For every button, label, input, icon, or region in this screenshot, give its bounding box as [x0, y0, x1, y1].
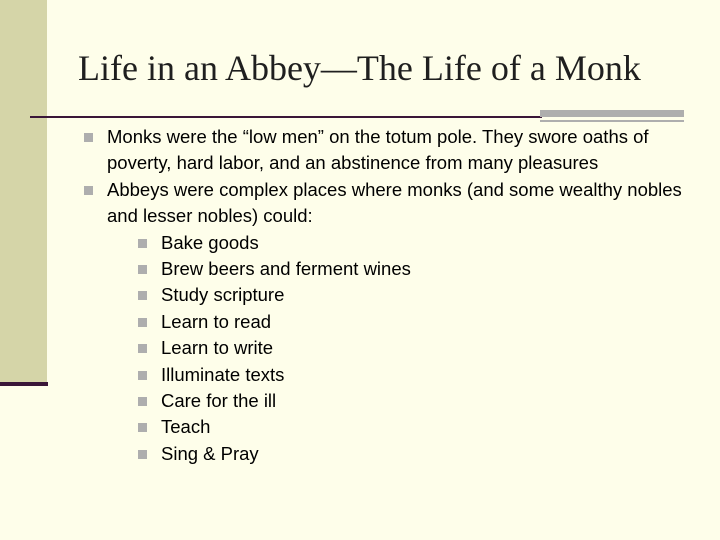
sub-bullet-text: Learn to write: [161, 337, 274, 359]
sub-bullet-text: Illuminate texts: [161, 363, 285, 385]
sub-bullet-item: [138, 335, 714, 361]
title-underline: [30, 116, 542, 118]
sub-bullet-item: [138, 388, 714, 414]
slide-title: Life in an Abbey—The Life of a Monk: [78, 48, 641, 88]
gray-square-icon: [138, 239, 147, 248]
abbey-activities-list: [107, 230, 714, 468]
gray-square-icon: [138, 344, 147, 353]
gray-square-icon: [138, 371, 147, 380]
sub-bullet-text: Brew beers and ferment wines: [161, 258, 411, 280]
sub-bullet-item: [138, 309, 714, 335]
gray-square-icon: [138, 397, 147, 406]
gray-square-icon: [84, 186, 93, 195]
sub-bullet-text: Sing & Pray: [161, 442, 259, 464]
bullet-abbeys: [84, 177, 714, 467]
gray-square-icon: [84, 133, 93, 142]
left-band-rule: [0, 382, 48, 386]
sub-bullet-text: Care for the ill: [161, 390, 277, 412]
sub-bullet-item: [138, 441, 714, 467]
gray-square-icon: [138, 318, 147, 327]
sub-bullet-item: [138, 362, 714, 388]
gray-square-icon: [138, 423, 147, 432]
title-underline-gray-block: [540, 110, 684, 117]
bullet-text: Monks were the “low men” on the totum pole. They swore oaths of poverty, hard labor, and an abstinence from many pleasures: [107, 126, 649, 174]
sub-bullet-text: Learn to read: [161, 310, 272, 332]
sub-bullet-text: Teach: [161, 416, 211, 438]
gray-square-icon: [138, 265, 147, 274]
sub-bullet-item: [138, 256, 714, 282]
bullet-text: Abbeys were complex places where monks (and some wealthy nobles and lesser nobles) could:: [107, 178, 682, 227]
bullet-monks: [84, 124, 714, 177]
sub-bullet-item: [138, 414, 714, 440]
sub-bullet-item: [138, 282, 714, 308]
sub-bullet-item: [138, 230, 714, 256]
sub-bullet-text: Study scripture: [161, 284, 285, 306]
sub-bullet-text: Bake goods: [161, 231, 259, 253]
gray-square-icon: [138, 291, 147, 300]
left-decorative-band: [0, 0, 47, 386]
slide-content: [84, 124, 714, 467]
gray-square-icon: [138, 450, 147, 459]
title-underline-gray-line: [540, 120, 684, 122]
